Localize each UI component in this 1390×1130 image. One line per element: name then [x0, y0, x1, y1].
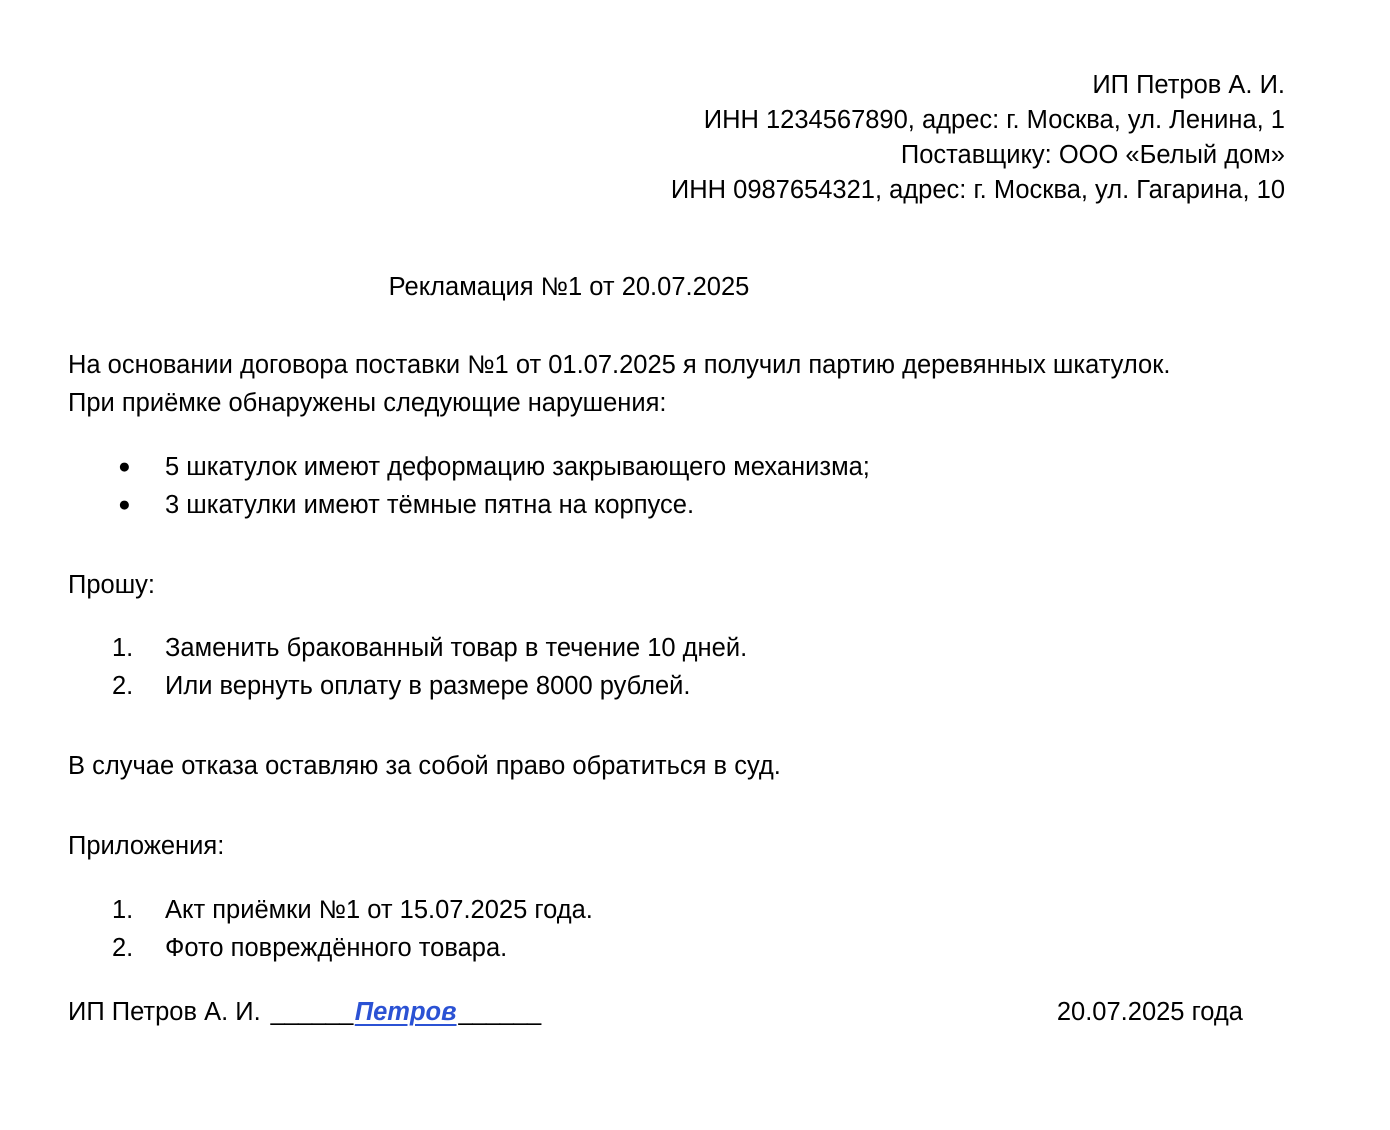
bullet-icon: ● [118, 492, 131, 516]
list-item [68, 629, 1285, 667]
document-header [68, 0, 1285, 208]
signature-ink: Петров [354, 998, 457, 1026]
document-title-container [68, 270, 1285, 304]
list-marker: 1. [112, 634, 134, 662]
court-notice-paragraph: В случае отказа оставляю за собой право обратиться в суд. [68, 752, 781, 780]
list-item-label: 5 шкатулок имеют деформацию закрывающего механизма; [165, 452, 870, 481]
list-item [68, 486, 1285, 524]
list-item [68, 667, 1285, 705]
document-body [68, 346, 1285, 967]
list-item-label: 3 шкатулки имеют тёмные пятна на корпусе. [165, 490, 695, 519]
signature-rule-after: ______ [458, 998, 541, 1026]
signature-rule-before: ______ [270, 998, 353, 1026]
signature-block [68, 995, 541, 1029]
header-line-sender-name: ИП Петров А. И. [1092, 71, 1285, 99]
header-line-recipient-details: ИНН 0987654321, адрес: г. Москва, ул. Гагарина, 10 [670, 176, 1285, 204]
list-item [68, 929, 1285, 967]
list-marker: 2. [112, 933, 134, 962]
requests-list [68, 629, 1285, 705]
list-item [68, 448, 1285, 486]
list-item-label: Акт приёмки №1 от 15.07.2025 года. [165, 895, 593, 924]
signature-date: 20.07.2025 года [1056, 998, 1243, 1026]
list-item-label: Заменить бракованный товар в течение 10 дней. [165, 634, 748, 662]
list-item [68, 891, 1285, 929]
list-marker: 1. [112, 895, 134, 924]
requests-heading: Прошу: [68, 570, 155, 599]
attachments-list [68, 891, 1285, 967]
header-line-recipient-name: Поставщику: ООО «Белый дом» [900, 141, 1285, 169]
list-item-label: Фото повреждённого товара. [165, 933, 508, 962]
signature-row [68, 995, 1285, 1039]
page-title: Рекламация №1 от 20.07.2025 [388, 273, 750, 301]
header-line-sender-details: ИНН 1234567890, адрес: г. Москва, ул. Ленина, 1 [703, 106, 1285, 134]
signer-label: ИП Петров А. И. [68, 998, 261, 1026]
defects-list [68, 448, 1285, 524]
list-marker: 2. [112, 672, 134, 700]
bullet-icon: ● [118, 454, 131, 478]
attachments-heading: Приложения: [68, 832, 225, 860]
intro-paragraph: На основании договора поставки №1 от 01.07.2025 я получил партию деревянных шкатулок. При приёмке обнаружены следующие нарушения: [68, 351, 1171, 417]
list-item-label: Или вернуть оплату в размере 8000 рублей. [165, 672, 691, 700]
